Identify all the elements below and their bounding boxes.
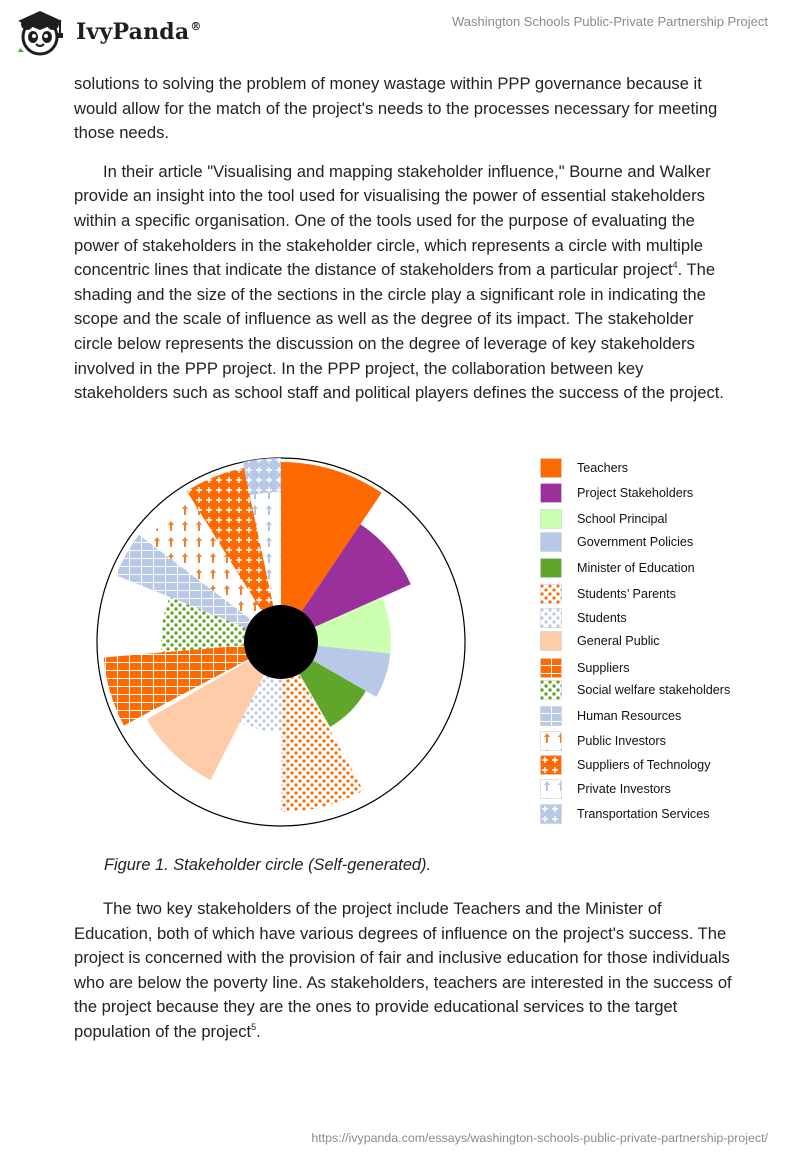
legend-swatch <box>540 558 562 578</box>
legend-swatch <box>540 584 562 604</box>
legend-label: Private Investors <box>577 782 671 796</box>
legend-label: Human Resources <box>577 709 682 723</box>
legend-label: Suppliers <box>577 661 630 675</box>
legend-swatch <box>540 658 562 678</box>
legend-label: Minister of Education <box>577 561 695 575</box>
panda-logo-icon <box>14 8 70 56</box>
footnote-ref-4[interactable]: 4 <box>672 260 678 271</box>
legend-item-project-stakeholders <box>540 482 693 504</box>
legend-item-social-welfare-stakeholders <box>540 679 730 701</box>
brand-logo[interactable] <box>14 8 202 56</box>
legend-item-minister-of-education <box>540 557 695 579</box>
footnote-ref-5[interactable]: 5 <box>251 1021 257 1032</box>
legend-label: Students’ Parents <box>577 587 676 601</box>
paragraph-3: The two key stakeholders of the project include Teachers and the Minister of Education, both of which have various degrees of influence on the project's success. The project is concerned with the provision of fair and inclusive education for those individuals who are below the poverty line. As stakeholders, teachers are interested in the success of the project because they are the ones to provide educational services to the target population of the project$^5$. <box>74 899 732 1041</box>
figure-caption: Figure 1. Stakeholder circle (Self-generated). <box>104 856 432 874</box>
legend-swatch <box>540 509 562 529</box>
legend-label: Public Investors <box>577 734 666 748</box>
footer-url[interactable]: https://ivypanda.com/essays/washington-schools-public-private-partnership-project/ <box>311 1131 768 1145</box>
legend-swatch <box>540 804 562 824</box>
legend-label: Students <box>577 611 627 625</box>
stakeholder-circle-chart <box>94 455 474 835</box>
brand-name: IvyPanda® <box>76 19 202 45</box>
legend-item-school-principal <box>540 508 667 530</box>
legend-label: Government Policies <box>577 535 694 549</box>
legend-swatch <box>540 608 562 628</box>
legend-label: Transportation Services <box>577 807 710 821</box>
legend-item-public-investors <box>540 730 666 752</box>
legend-item-human-resources <box>540 705 681 727</box>
legend-item-suppliers-of-technology <box>540 754 711 776</box>
legend-item-students-parents <box>540 583 676 605</box>
legend-label: Social welfare stakeholders <box>577 683 731 697</box>
legend-item-private-investors <box>540 778 671 800</box>
legend-label: Project Stakeholders <box>577 486 694 500</box>
legend-label: School Principal <box>577 512 668 526</box>
legend-label: Suppliers of Technology <box>577 758 711 772</box>
legend-item-general-public <box>540 630 660 652</box>
legend-swatch <box>540 631 562 651</box>
center-core <box>244 605 318 679</box>
legend-swatch <box>540 779 562 799</box>
document-title: Washington Schools Public-Private Partnership Project <box>452 14 768 29</box>
legend-item-government-policies <box>540 531 693 553</box>
legend-item-suppliers <box>540 657 630 679</box>
page-header <box>0 0 800 70</box>
legend-swatch <box>540 483 562 503</box>
legend-label: General Public <box>577 634 660 648</box>
legend-swatch <box>540 731 562 751</box>
legend-swatch <box>540 755 562 775</box>
legend-swatch <box>540 680 562 700</box>
legend-swatch <box>540 458 562 478</box>
legend-swatch <box>540 532 562 552</box>
paragraph-1: solutions to solving the problem of money wastage within PPP governance because it would allow for the match of the project's needs to the processes necessary for meeting those needs. <box>74 74 718 143</box>
article-body-bottom <box>74 897 734 1045</box>
legend-item-teachers <box>540 457 628 479</box>
paragraph-2: In their article "Visualising and mapping stakeholder influence," Bourne and Walker provide an insight into the tool used for visualising the power of essential stakeholders within a specific organisation. One of the tools used for the purpose of evaluating the power of stakeholders in the stakeholder circle, which represents a circle with multiple concentric lines that indicate the distance of stakeholders from a particular project$^4$. The shading and the size of the sections in the circle play a significant role in indicating the scope and the scale of influence as well as the degree of its impact. The stakeholder circle below represents the discussion on the degree of leverage of key stakeholders involved in the PPP project. In the PPP project, the collaboration between key stakeholders such as school staff and political players defines the success of the project. <box>74 161 724 403</box>
legend-swatch <box>540 706 562 726</box>
legend-item-transportation-services <box>540 803 710 825</box>
article-body-top <box>74 72 734 406</box>
legend-item-students <box>540 607 627 629</box>
legend-label: Teachers <box>577 461 629 475</box>
